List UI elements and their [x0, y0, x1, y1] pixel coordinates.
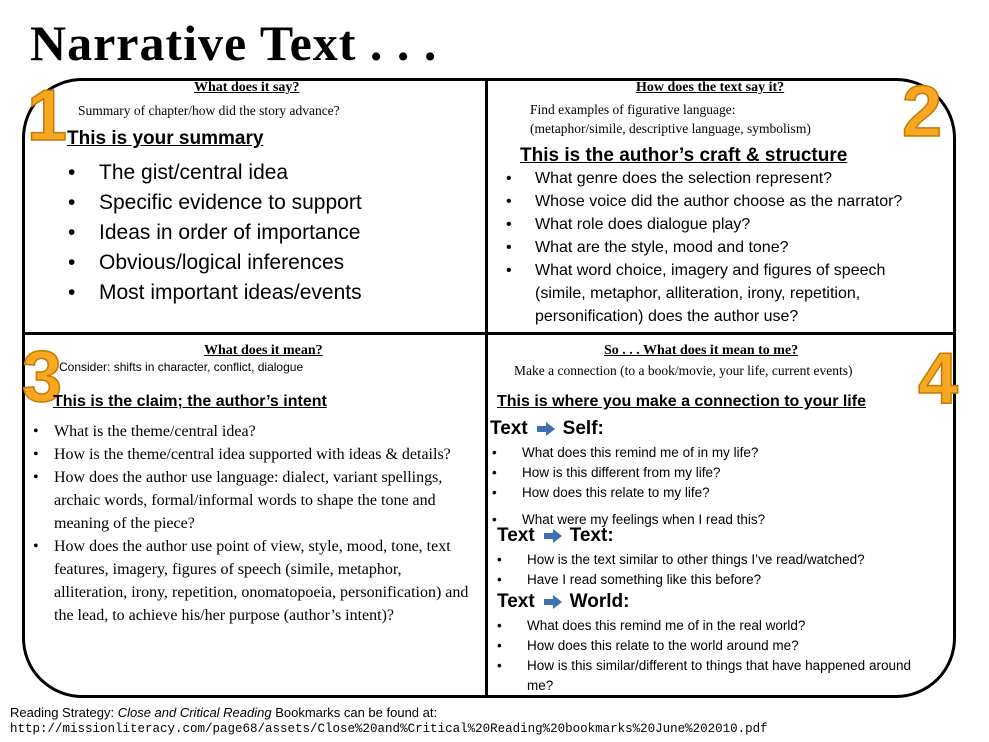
quadrant-2-number: 2	[902, 72, 943, 152]
list-item: • Ideas in order of importance	[68, 218, 362, 248]
quadrant-3-prompt: Consider: shifts in character, conflict, dialogue	[59, 360, 304, 374]
quadrant-2-subheading: This is the author’s craft & structure	[520, 145, 848, 166]
list-item: • How does the author use point of view, style, mood, tone, text features, imagery, figures of speech (simile, metaphor, alliteration, irony, repetition, onomatopoeia, personification) and the lead, to achieve his/her purpose (author’s intent)?	[33, 535, 473, 627]
quadrant-2-prompt-line1: Find examples of figurative language:	[530, 102, 736, 117]
quadrant-1-prompt: Summary of chapter/how did the story advance?	[78, 103, 340, 118]
vertical-divider	[485, 78, 488, 698]
list-item: • What are the style, mood and tone?	[506, 236, 936, 259]
list-item: • What is the theme/central idea?	[33, 420, 473, 443]
list-item: • What does this remind me of in my life?	[492, 443, 758, 463]
page-title: Narrative Text . . .	[30, 15, 438, 71]
quadrant-2-prompt-line2: (metaphor/simile, descriptive language, symbolism)	[530, 121, 811, 136]
quadrant-1-list	[68, 158, 362, 308]
list-item: • What genre does the selection represent?	[506, 167, 936, 190]
quadrant-3-subheading: This is the claim; the author’s intent	[53, 393, 327, 410]
quadrant-1-subheading: This is your summary	[67, 128, 264, 149]
text-to-self-right: Self:	[562, 418, 604, 439]
list-item: • How is the theme/central idea supported with ideas & details?	[33, 443, 473, 466]
quadrant-2-list	[506, 167, 936, 328]
arrow-right-icon	[544, 595, 562, 609]
text-to-self-left: Text	[490, 418, 528, 439]
list-item: • How does this relate to my life?	[492, 483, 758, 503]
footer-note	[10, 705, 437, 720]
list-item: • Have I read something like this before?	[497, 570, 865, 590]
text-to-world-right: World:	[569, 591, 630, 612]
text-to-text-list	[497, 550, 865, 590]
arrow-right-icon	[544, 529, 562, 543]
text-to-text-heading	[497, 525, 614, 547]
quadrant-4-heading: So . . . What does it mean to me?	[604, 343, 799, 358]
quadrant-4-number: 4	[918, 339, 959, 419]
text-to-world-left: Text	[497, 591, 535, 612]
quadrant-3-number: 3	[22, 337, 63, 417]
list-item: • How is this different from my life?	[492, 463, 758, 483]
quadrant-2-heading: How does the text say it?	[636, 80, 785, 95]
list-item: • How is the text similar to other things I’ve read/watched?	[497, 550, 865, 570]
list-item: • Whose voice did the author choose as the narrator?	[506, 190, 936, 213]
list-item: • How does the author use language: dialect, variant spellings, archaic words, formal/informal words to shape the tone and meaning of the piece?	[33, 466, 473, 535]
footer-prefix: Reading Strategy:	[10, 705, 118, 720]
quadrant-1-heading: What does it say?	[194, 80, 300, 95]
quadrant-4-prompt: Make a connection (to a book/movie, your life, current events)	[514, 363, 853, 378]
list-item: • Obvious/logical inferences	[68, 248, 362, 278]
list-item: • How does this relate to the world around me?	[497, 636, 917, 656]
list-item: • What role does dialogue play?	[506, 213, 936, 236]
quadrant-3-heading: What does it mean?	[204, 343, 323, 358]
quadrant-3-list	[33, 420, 473, 627]
horizontal-divider	[22, 332, 956, 335]
list-item: • How is this similar/different to things that have happened around me?	[497, 656, 917, 696]
list-item: • The gist/central idea	[68, 158, 362, 188]
text-to-world-heading	[497, 591, 629, 613]
text-to-self-heading	[490, 418, 604, 440]
text-to-world-list	[497, 616, 917, 696]
footer-italic: Close and Critical Reading	[117, 705, 272, 720]
footer-suffix: Bookmarks can be found at:	[271, 705, 438, 720]
list-item: • What does this remind me of in the real world?	[497, 616, 917, 636]
text-to-text-right: Text:	[569, 525, 614, 546]
text-to-text-left: Text	[497, 525, 535, 546]
list-item: • Most important ideas/events	[68, 278, 362, 308]
arrow-right-icon	[537, 422, 555, 436]
text-to-self-list	[492, 443, 758, 503]
quadrant-1-number: 1	[27, 76, 68, 156]
list-item: • What were my feelings when I read this?	[492, 510, 765, 530]
quadrant-4-subheading: This is where you make a connection to your life	[497, 393, 866, 410]
list-item: • Specific evidence to support	[68, 188, 362, 218]
footer-url: http://missionliteracy.com/page68/assets/Close%20and%Critical%20Reading%20bookmarks%20June%202010.pdf	[10, 722, 768, 736]
list-item: • What word choice, imagery and figures of speech (simile, metaphor, alliteration, irony, repetition, personification) does the author use?	[506, 259, 936, 328]
